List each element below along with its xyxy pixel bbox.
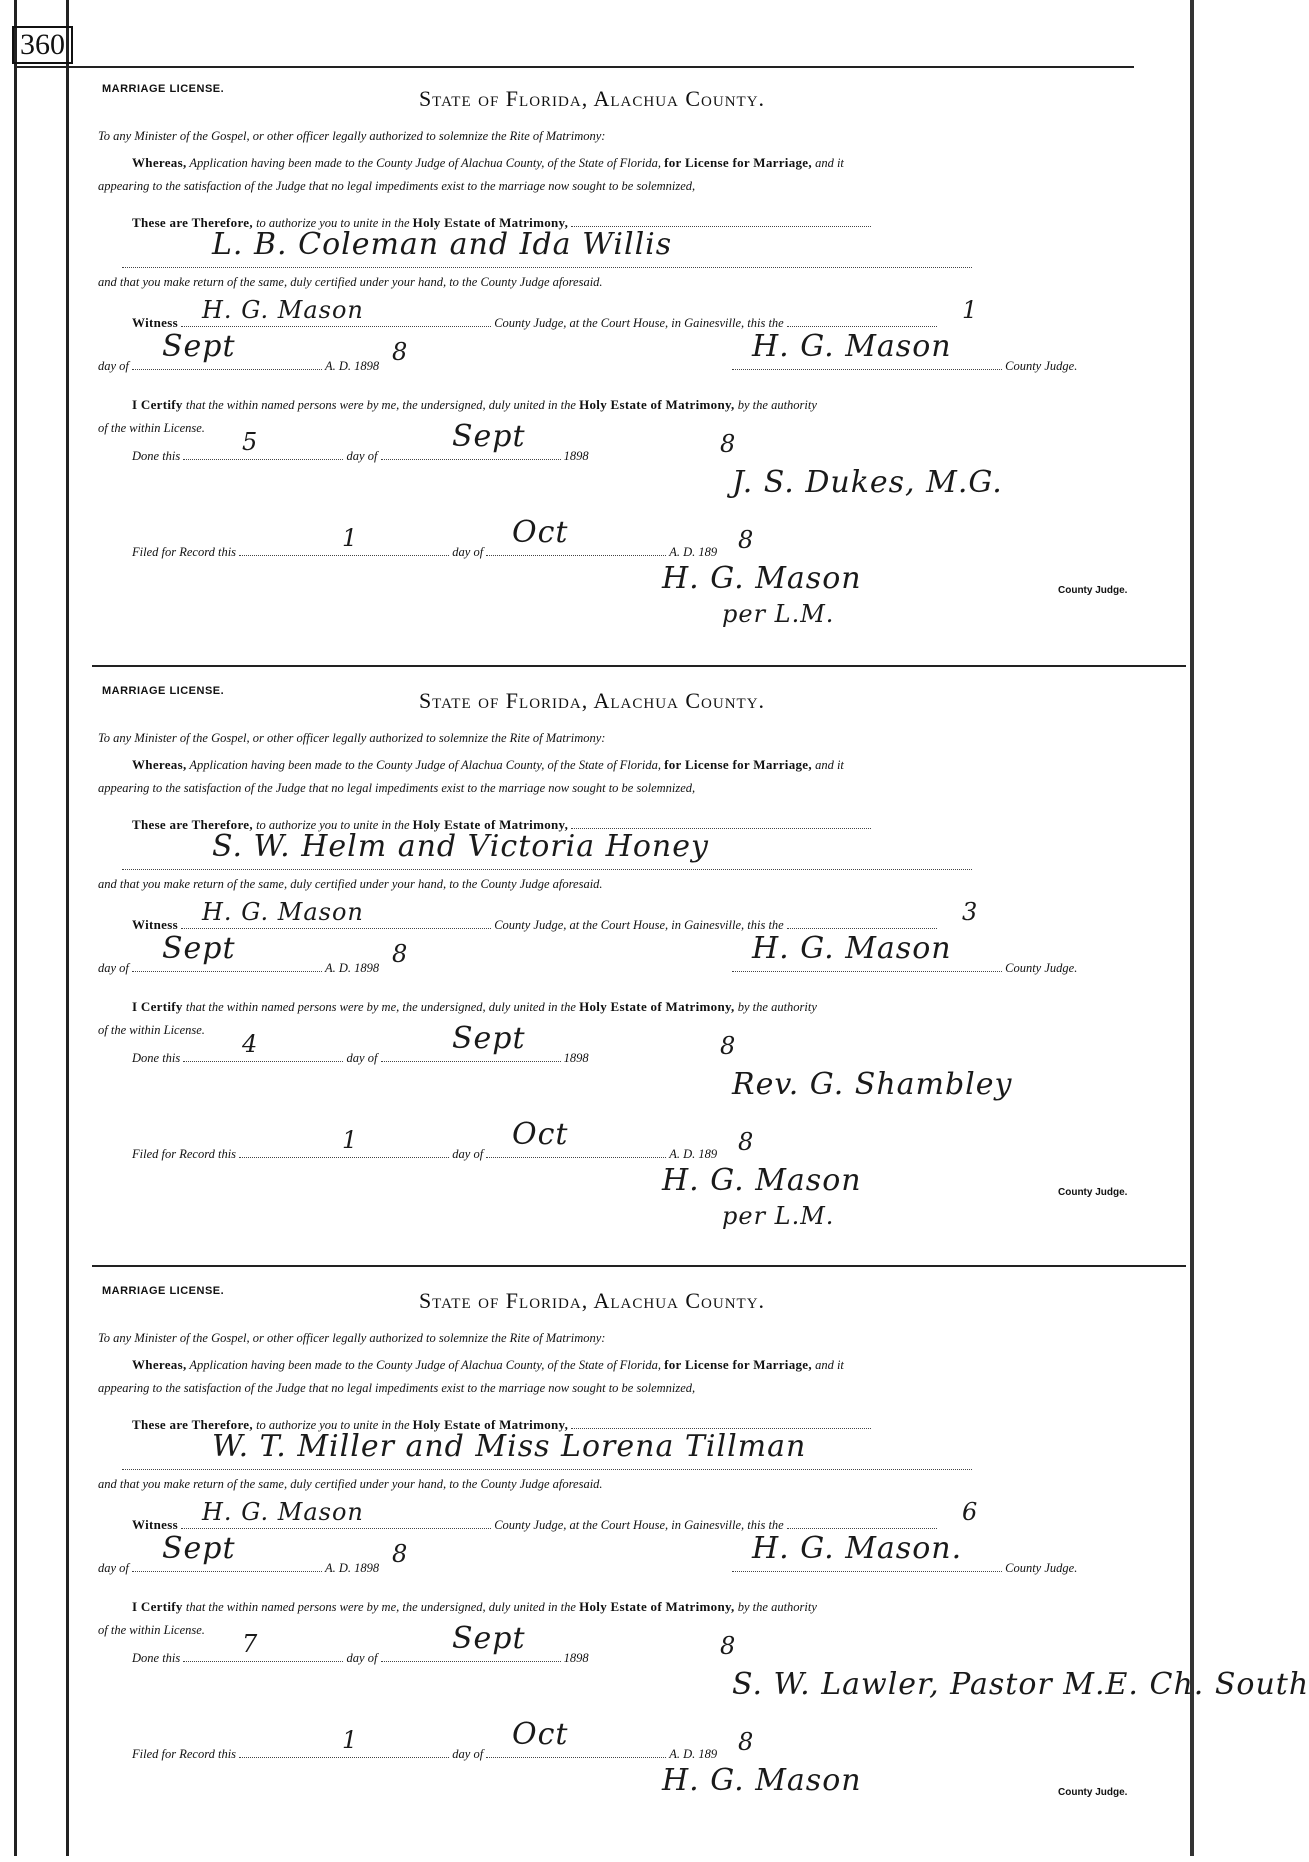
issue-month: Sept <box>162 931 236 966</box>
filed-day-of-label: day of <box>452 545 484 559</box>
license-tag: MARRIAGE LICENSE. <box>102 685 225 697</box>
done-year-label: 1898 <box>563 449 589 463</box>
and-it-text: and it <box>815 1358 844 1372</box>
court-house-text: County Judge, at the Court House, in Gainesville, this the <box>494 918 784 932</box>
day-of-label: day of <box>98 1561 129 1575</box>
witness-label: Witness <box>132 315 178 330</box>
issue-date-line <box>98 1562 379 1575</box>
done-day-of-label: day of <box>346 1651 378 1665</box>
filed-line <box>132 546 717 559</box>
day-of-label: day of <box>98 359 129 373</box>
issue-date-line <box>98 962 379 975</box>
witness-label: Witness <box>132 917 178 932</box>
appearing-line: appearing to the satisfaction of the Judge that no legal impediments exist to the marriage now sought to be solemnized, <box>98 1381 696 1395</box>
whereas-text: Application having been made to the County Judge of Alachua County, of the State of Florida, <box>189 758 661 772</box>
couple-names: L. B. Coleman and Ida Willis <box>212 227 673 262</box>
filed-day: 1 <box>342 1726 359 1754</box>
done-day: 7 <box>242 1630 259 1658</box>
issue-year-suffix: 8 <box>392 940 409 968</box>
done-month: Sept <box>452 1021 526 1056</box>
these-are-text: These are Therefore, <box>132 817 253 832</box>
certify-holy-estate: Holy Estate of Matrimony, <box>579 1599 735 1614</box>
certify-holy-estate: Holy Estate of Matrimony, <box>579 397 735 412</box>
these-are-text: These are Therefore, <box>132 215 253 230</box>
appearing-line: appearing to the satisfaction of the Judge that no legal impediments exist to the marriage now sought to be solemnized, <box>98 179 696 193</box>
filed-ad-label: A. D. 189 <box>669 545 718 559</box>
judge-signature: H. G. Mason <box>752 931 952 966</box>
within-license-line: of the within License. <box>98 1623 205 1637</box>
filed-county-judge-label: County Judge. <box>1058 585 1128 596</box>
certify-text: that the within named persons were by me, the undersigned, duly united in the <box>185 398 576 412</box>
done-this-label: Done this <box>132 1651 181 1665</box>
certify-lead: I Certify <box>132 999 183 1014</box>
certify-lead: I Certify <box>132 1599 183 1614</box>
filed-county-judge-label: County Judge. <box>1058 1187 1128 1198</box>
issue-day: 3 <box>962 898 979 926</box>
court-house-text: County Judge, at the Court House, in Gainesville, this the <box>494 316 784 330</box>
left-margin-rule <box>14 0 17 1856</box>
certify-line <box>132 398 817 412</box>
marriage-license <box>92 672 1188 1262</box>
issue-day: 6 <box>962 1498 979 1526</box>
appearing-line: appearing to the satisfaction of the Judge that no legal impediments exist to the marriage now sought to be solemnized, <box>98 781 696 795</box>
done-month: Sept <box>452 419 526 454</box>
authorize-text: to authorize you to unite in the <box>256 1418 410 1432</box>
authorize-text: to authorize you to unite in the <box>256 216 410 230</box>
done-month: Sept <box>452 1621 526 1656</box>
certify-text: that the within named persons were by me, the undersigned, duly united in the <box>185 1000 576 1014</box>
filed-month: Oct <box>512 1717 569 1752</box>
court-house-text: County Judge, at the Court House, in Gainesville, this the <box>494 1518 784 1532</box>
certify-line <box>132 1600 817 1614</box>
marriage-license <box>92 70 1188 660</box>
filed-month: Oct <box>512 1117 569 1152</box>
to-any-line: To any Minister of the Gospel, or other officer legally authorized to solemnize the Rite of Matrimony: <box>98 1331 606 1345</box>
witness-signature: H. G. Mason <box>202 296 364 324</box>
holy-estate-text: Holy Estate of Matrimony, <box>412 215 569 230</box>
filed-per: per L.M. <box>722 1202 835 1230</box>
issue-date-line <box>98 360 379 373</box>
left-inner-rule <box>66 0 69 1856</box>
and-it-text: and it <box>815 156 844 170</box>
officiant-signature: J. S. Dukes, M.G. <box>732 465 1003 500</box>
filed-label: Filed for Record this <box>132 1747 237 1761</box>
holy-estate-text: Holy Estate of Matrimony, <box>412 1417 569 1432</box>
whereas-lead: Whereas, <box>132 155 187 170</box>
state-heading: State of Florida, Alachua County. <box>418 86 766 111</box>
top-rule <box>14 66 1134 68</box>
license-separator <box>92 1265 1186 1267</box>
county-judge-label: County Judge. <box>1005 1561 1078 1575</box>
issue-month: Sept <box>162 1531 236 1566</box>
return-line: and that you make return of the same, duly certified under your hand, to the County Judge aforesaid. <box>98 1477 603 1491</box>
ad-label: A. D. 1898 <box>324 1561 380 1575</box>
day-of-label: day of <box>98 961 129 975</box>
ad-label: A. D. 1898 <box>324 359 380 373</box>
filed-per: per L.M. <box>722 600 835 628</box>
filed-year-suffix: 8 <box>738 526 755 554</box>
filed-signature: H. G. Mason <box>662 561 862 596</box>
whereas-text: Application having been made to the County Judge of Alachua County, of the State of Florida, <box>189 1358 661 1372</box>
names-line <box>122 868 972 870</box>
done-year-label: 1898 <box>563 1651 589 1665</box>
by-authority-text: by the authority <box>737 1600 817 1614</box>
right-page-edge <box>1190 0 1194 1856</box>
witness-label: Witness <box>132 1517 178 1532</box>
these-are-text: These are Therefore, <box>132 1417 253 1432</box>
issue-year-suffix: 8 <box>392 338 409 366</box>
whereas-lead: Whereas, <box>132 1357 187 1372</box>
by-authority-text: by the authority <box>737 398 817 412</box>
filed-ad-label: A. D. 189 <box>669 1747 718 1761</box>
officiant-signature: S. W. Lawler, Pastor M.E. Ch. South <box>732 1667 1309 1702</box>
names-line <box>122 1468 972 1470</box>
judge-signature: H. G. Mason <box>752 329 952 364</box>
filed-signature: H. G. Mason <box>662 1763 862 1798</box>
county-judge-label: County Judge. <box>1005 961 1078 975</box>
whereas-lead: Whereas, <box>132 757 187 772</box>
filed-signature: H. G. Mason <box>662 1163 862 1198</box>
done-day: 4 <box>242 1030 259 1058</box>
issue-day: 1 <box>962 296 979 324</box>
filed-day: 1 <box>342 524 359 552</box>
filed-month: Oct <box>512 515 569 550</box>
to-any-line: To any Minister of the Gospel, or other officer legally authorized to solemnize the Rite of Matrimony: <box>98 731 606 745</box>
county-judge-label: County Judge. <box>1005 359 1078 373</box>
license-tag: MARRIAGE LICENSE. <box>102 83 225 95</box>
holy-estate-text: Holy Estate of Matrimony, <box>412 817 569 832</box>
within-license-line: of the within License. <box>98 1023 205 1037</box>
judge-signature: H. G. Mason. <box>752 1531 963 1566</box>
officiant-signature: Rev. G. Shambley <box>732 1067 1013 1102</box>
done-year-label: 1898 <box>563 1051 589 1065</box>
names-line <box>122 266 972 268</box>
filed-day-of-label: day of <box>452 1147 484 1161</box>
filed-day-of-label: day of <box>452 1747 484 1761</box>
done-day-of-label: day of <box>346 449 378 463</box>
done-day: 5 <box>242 428 259 456</box>
issue-year-suffix: 8 <box>392 1540 409 1568</box>
whereas-line <box>132 758 844 772</box>
authorize-text: to authorize you to unite in the <box>256 818 410 832</box>
return-line: and that you make return of the same, duly certified under your hand, to the County Judge aforesaid. <box>98 275 603 289</box>
marriage-license <box>92 1272 1309 1862</box>
filed-county-judge-label: County Judge. <box>1058 1787 1128 1798</box>
state-heading: State of Florida, Alachua County. <box>418 688 766 713</box>
done-day-of-label: day of <box>346 1051 378 1065</box>
state-heading: State of Florida, Alachua County. <box>418 1288 766 1313</box>
witness-signature: H. G. Mason <box>202 1498 364 1526</box>
within-license-line: of the within License. <box>98 421 205 435</box>
whereas-line <box>132 156 844 170</box>
filed-line <box>132 1748 717 1761</box>
done-this-label: Done this <box>132 449 181 463</box>
for-license-text: for License for Marriage, <box>664 1357 812 1372</box>
filed-day: 1 <box>342 1126 359 1154</box>
filed-ad-label: A. D. 189 <box>669 1147 718 1161</box>
license-tag: MARRIAGE LICENSE. <box>102 1285 225 1297</box>
ad-label: A. D. 1898 <box>324 961 380 975</box>
filed-year-suffix: 8 <box>738 1128 755 1156</box>
done-year-suffix: 8 <box>720 1032 737 1060</box>
couple-names: W. T. Miller and Miss Lorena Tillman <box>212 1429 807 1464</box>
done-year-suffix: 8 <box>720 430 737 458</box>
return-line: and that you make return of the same, duly certified under your hand, to the County Judge aforesaid. <box>98 877 603 891</box>
certify-text: that the within named persons were by me, the undersigned, duly united in the <box>185 1600 576 1614</box>
certify-line <box>132 1000 817 1014</box>
done-this-label: Done this <box>132 1051 181 1065</box>
certify-holy-estate: Holy Estate of Matrimony, <box>579 999 735 1014</box>
license-separator <box>92 665 1186 667</box>
filed-year-suffix: 8 <box>738 1728 755 1756</box>
certify-lead: I Certify <box>132 397 183 412</box>
filed-line <box>132 1148 717 1161</box>
couple-names: S. W. Helm and Victoria Honey <box>212 829 709 864</box>
witness-signature: H. G. Mason <box>202 898 364 926</box>
issue-month: Sept <box>162 329 236 364</box>
done-year-suffix: 8 <box>720 1632 737 1660</box>
filed-label: Filed for Record this <box>132 545 237 559</box>
to-any-line: To any Minister of the Gospel, or other officer legally authorized to solemnize the Rite of Matrimony: <box>98 129 606 143</box>
page-number: 360 <box>12 26 73 64</box>
for-license-text: for License for Marriage, <box>664 757 812 772</box>
whereas-line <box>132 1358 844 1372</box>
for-license-text: for License for Marriage, <box>664 155 812 170</box>
whereas-text: Application having been made to the County Judge of Alachua County, of the State of Florida, <box>189 156 661 170</box>
filed-label: Filed for Record this <box>132 1147 237 1161</box>
by-authority-text: by the authority <box>737 1000 817 1014</box>
and-it-text: and it <box>815 758 844 772</box>
